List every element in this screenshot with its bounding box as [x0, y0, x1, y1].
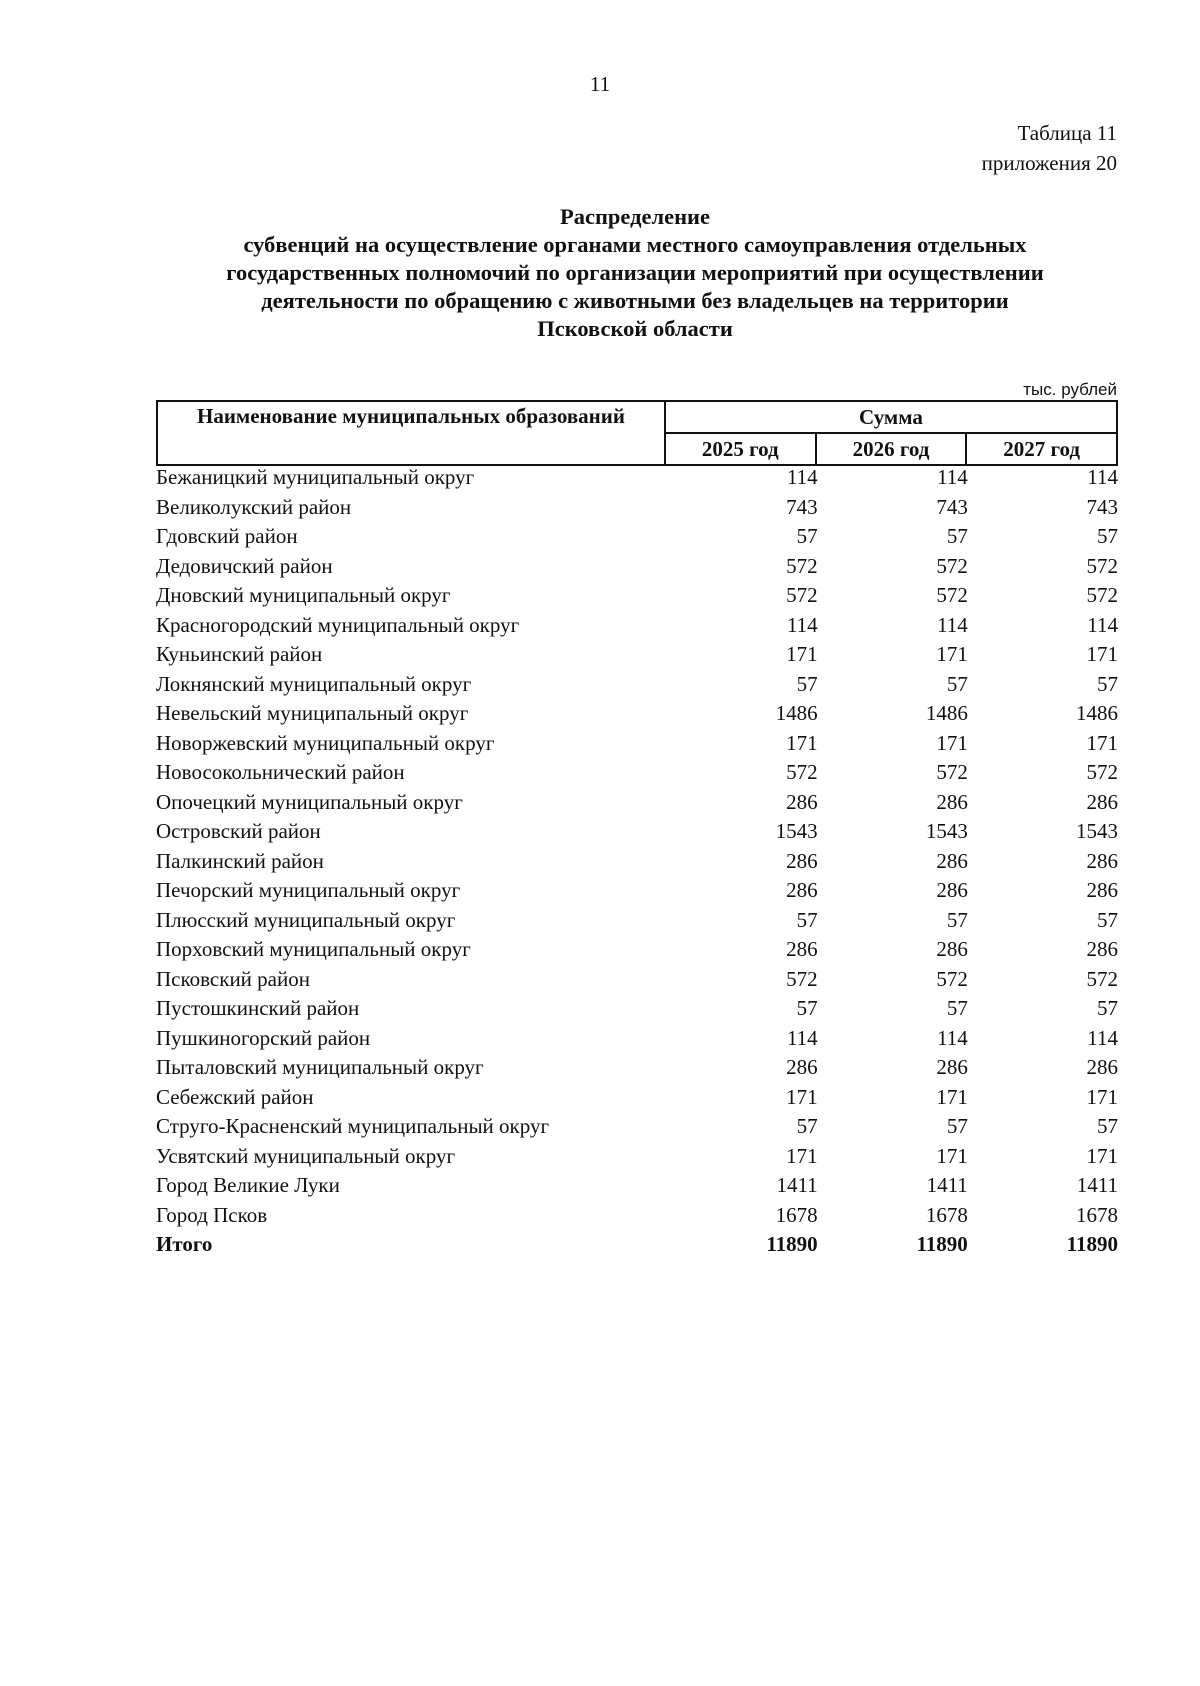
table-reference: [982, 118, 1117, 178]
title-line-3: государственных полномочий по организации мероприятий при осуществлении: [226, 260, 1044, 285]
row-name: Дедовичский район: [156, 553, 333, 578]
row-name: Усвятский муниципальный округ: [156, 1143, 456, 1168]
row-name: Псковский район: [156, 966, 310, 991]
table-row: [156, 994, 1118, 1024]
value-2026: 286: [936, 878, 968, 902]
table-row: [156, 1053, 1118, 1083]
header-year-2027: 2027 год: [966, 433, 1117, 465]
value-2027: 286: [1086, 789, 1118, 814]
total-value-2027: 11890: [1066, 1232, 1118, 1256]
value-2027: 114: [1087, 1025, 1118, 1050]
table-row: [156, 552, 1118, 582]
table-row: [156, 1201, 1118, 1231]
table-reference-line-2: приложения 20: [981, 151, 1117, 175]
value-2026: 1486: [925, 701, 968, 725]
row-name: Плюсский муниципальный округ: [156, 907, 456, 932]
table-reference-line-1: Таблица 11: [1017, 121, 1117, 145]
row-name: Печорский муниципальный округ: [156, 878, 461, 902]
value-2026: 572: [936, 760, 968, 784]
value-2026: 743: [936, 494, 968, 519]
header-sum: Сумма: [665, 401, 1117, 433]
header-year-2026: 2026 год: [816, 433, 967, 465]
value-2026: 1678: [925, 1202, 968, 1227]
row-name: Дновский муниципальный округ: [156, 583, 451, 607]
table-row: [156, 758, 1118, 788]
value-2025: 57: [796, 907, 818, 932]
row-name: Куньинский район: [156, 642, 323, 666]
value-2026: 114: [937, 612, 968, 637]
value-2025: 1678: [775, 1202, 818, 1227]
value-2026: 1543: [925, 819, 968, 843]
row-name: Красногородский муниципальный округ: [156, 612, 520, 637]
value-2026: 114: [937, 465, 968, 489]
title-line-1: Распределение: [559, 204, 711, 229]
value-2027: 57: [1097, 524, 1118, 548]
title-line-2: субвенций на осуществление органами местного самоуправления отдельных: [243, 232, 1027, 257]
row-name: Новоржевский муниципальный округ: [156, 730, 495, 755]
table-row: [156, 670, 1118, 700]
value-2027: 114: [1087, 612, 1118, 637]
value-2025: 743: [786, 494, 818, 519]
total-value-2025: 11890: [766, 1232, 818, 1256]
header-name: Наименование муниципальных образований: [157, 401, 665, 465]
value-2026: 57: [946, 1114, 968, 1138]
value-2027: 57: [1097, 907, 1118, 932]
table-header: [156, 400, 1118, 466]
row-name: Струго-Красненский муниципальный округ: [156, 1114, 550, 1138]
value-2027: 57: [1097, 996, 1118, 1020]
value-2027: 286: [1086, 878, 1118, 902]
value-2025: 1411: [776, 1173, 818, 1197]
row-name: Невельский муниципальный округ: [156, 701, 469, 725]
value-2027: 171: [1086, 730, 1118, 755]
value-2027: 1411: [1076, 1173, 1118, 1197]
table-row: [156, 522, 1118, 552]
value-2026: 286: [936, 848, 968, 873]
row-name: Порховский муниципальный округ: [156, 937, 471, 961]
value-2025: 171: [786, 1084, 818, 1109]
value-2026: 171: [936, 1084, 968, 1109]
total-value-2026: 11890: [916, 1232, 968, 1256]
value-2027: 1678: [1076, 1202, 1118, 1227]
value-2026: 57: [946, 907, 968, 932]
value-2025: 286: [786, 1055, 818, 1079]
table-row: [156, 1024, 1118, 1054]
table-row: [156, 1171, 1118, 1201]
units-label: тыс. рублей: [1023, 380, 1117, 399]
value-2026: 1411: [926, 1173, 968, 1197]
table-row: [156, 729, 1118, 759]
table-row: [156, 965, 1118, 995]
table-row: [156, 1083, 1118, 1113]
table-row: [156, 876, 1118, 906]
value-2027: 171: [1086, 1143, 1118, 1168]
row-name: Себежский район: [156, 1084, 314, 1109]
value-2026: 171: [936, 642, 968, 666]
table-row: [156, 640, 1118, 670]
value-2025: 572: [786, 966, 818, 991]
value-2027: 286: [1086, 1055, 1118, 1079]
table-row: [156, 1112, 1118, 1142]
value-2026: 114: [937, 1025, 968, 1050]
value-2026: 572: [936, 583, 968, 607]
row-name: Палкинский район: [156, 848, 324, 873]
value-2027: 171: [1086, 642, 1118, 666]
value-2025: 286: [786, 878, 818, 902]
value-2025: 57: [796, 996, 818, 1020]
value-2025: 171: [786, 642, 818, 666]
value-2025: 1543: [775, 819, 818, 843]
value-2025: 57: [796, 1114, 818, 1138]
document-title: [150, 203, 1120, 343]
value-2025: 1486: [775, 701, 818, 725]
total-row: [156, 1230, 1118, 1260]
table-row: [156, 699, 1118, 729]
value-2026: 171: [936, 1143, 968, 1168]
value-2027: 286: [1086, 937, 1118, 961]
row-name: Пыталовский муниципальный округ: [156, 1055, 484, 1079]
table-row: [156, 1142, 1118, 1172]
value-2027: 1543: [1076, 819, 1118, 843]
row-name: Пустошкинский район: [156, 996, 360, 1020]
value-2026: 286: [936, 1055, 968, 1079]
value-2025: 114: [786, 1025, 818, 1050]
row-name: Пушкиногорский район: [156, 1025, 371, 1050]
value-2025: 286: [786, 937, 818, 961]
value-2025: 286: [786, 848, 818, 873]
value-2027: 572: [1086, 966, 1118, 991]
title-line-5: Псковской области: [537, 316, 733, 341]
value-2026: 572: [936, 966, 968, 991]
row-name: Город Псков: [156, 1202, 268, 1227]
value-2025: 114: [786, 612, 818, 637]
value-2025: 572: [786, 553, 818, 578]
table-row: [156, 817, 1118, 847]
value-2026: 57: [946, 524, 968, 548]
value-2026: 57: [946, 671, 968, 696]
table-body: [156, 463, 1118, 1260]
value-2025: 171: [786, 730, 818, 755]
value-2026: 57: [946, 996, 968, 1020]
row-name: Бежаницкий муниципальный округ: [156, 465, 475, 489]
row-name: Островский район: [156, 819, 321, 843]
table-row: [156, 493, 1118, 523]
table-row: [156, 581, 1118, 611]
page-number: 11: [589, 72, 611, 96]
value-2026: 171: [936, 730, 968, 755]
value-2026: 286: [936, 789, 968, 814]
value-2027: 57: [1097, 671, 1118, 696]
table-rows: [156, 463, 1118, 1260]
table-row: [156, 935, 1118, 965]
value-2027: 572: [1086, 760, 1118, 784]
header-year-2025: 2025 год: [665, 433, 816, 465]
value-2025: 57: [796, 671, 818, 696]
row-name: Город Великие Луки: [156, 1173, 340, 1197]
table-row: [156, 788, 1118, 818]
title-line-4: деятельности по обращению с животными без владельцев на территории: [261, 288, 1009, 313]
value-2027: 171: [1086, 1084, 1118, 1109]
value-2025: 572: [786, 760, 818, 784]
value-2025: 286: [786, 789, 818, 814]
row-name: Опочецкий муниципальный округ: [156, 789, 463, 814]
row-name: Новосокольнический район: [156, 760, 405, 784]
table-row: [156, 463, 1118, 493]
total-label: Итого: [156, 1232, 213, 1256]
value-2026: 572: [936, 553, 968, 578]
value-2027: 743: [1086, 494, 1118, 519]
table-row: [156, 906, 1118, 936]
value-2027: 572: [1086, 553, 1118, 578]
value-2025: 57: [796, 524, 818, 548]
row-name: Гдовский район: [156, 524, 298, 548]
table-row: [156, 847, 1118, 877]
value-2027: 572: [1086, 583, 1118, 607]
value-2026: 286: [936, 937, 968, 961]
value-2027: 286: [1086, 848, 1118, 873]
value-2027: 1486: [1076, 701, 1118, 725]
value-2027: 57: [1097, 1114, 1118, 1138]
row-name: Локнянский муниципальный округ: [156, 671, 472, 696]
value-2025: 572: [786, 583, 818, 607]
value-2025: 114: [786, 465, 818, 489]
row-name: Великолукский район: [156, 494, 352, 519]
value-2025: 171: [786, 1143, 818, 1168]
value-2027: 114: [1087, 465, 1118, 489]
table-row: [156, 611, 1118, 641]
